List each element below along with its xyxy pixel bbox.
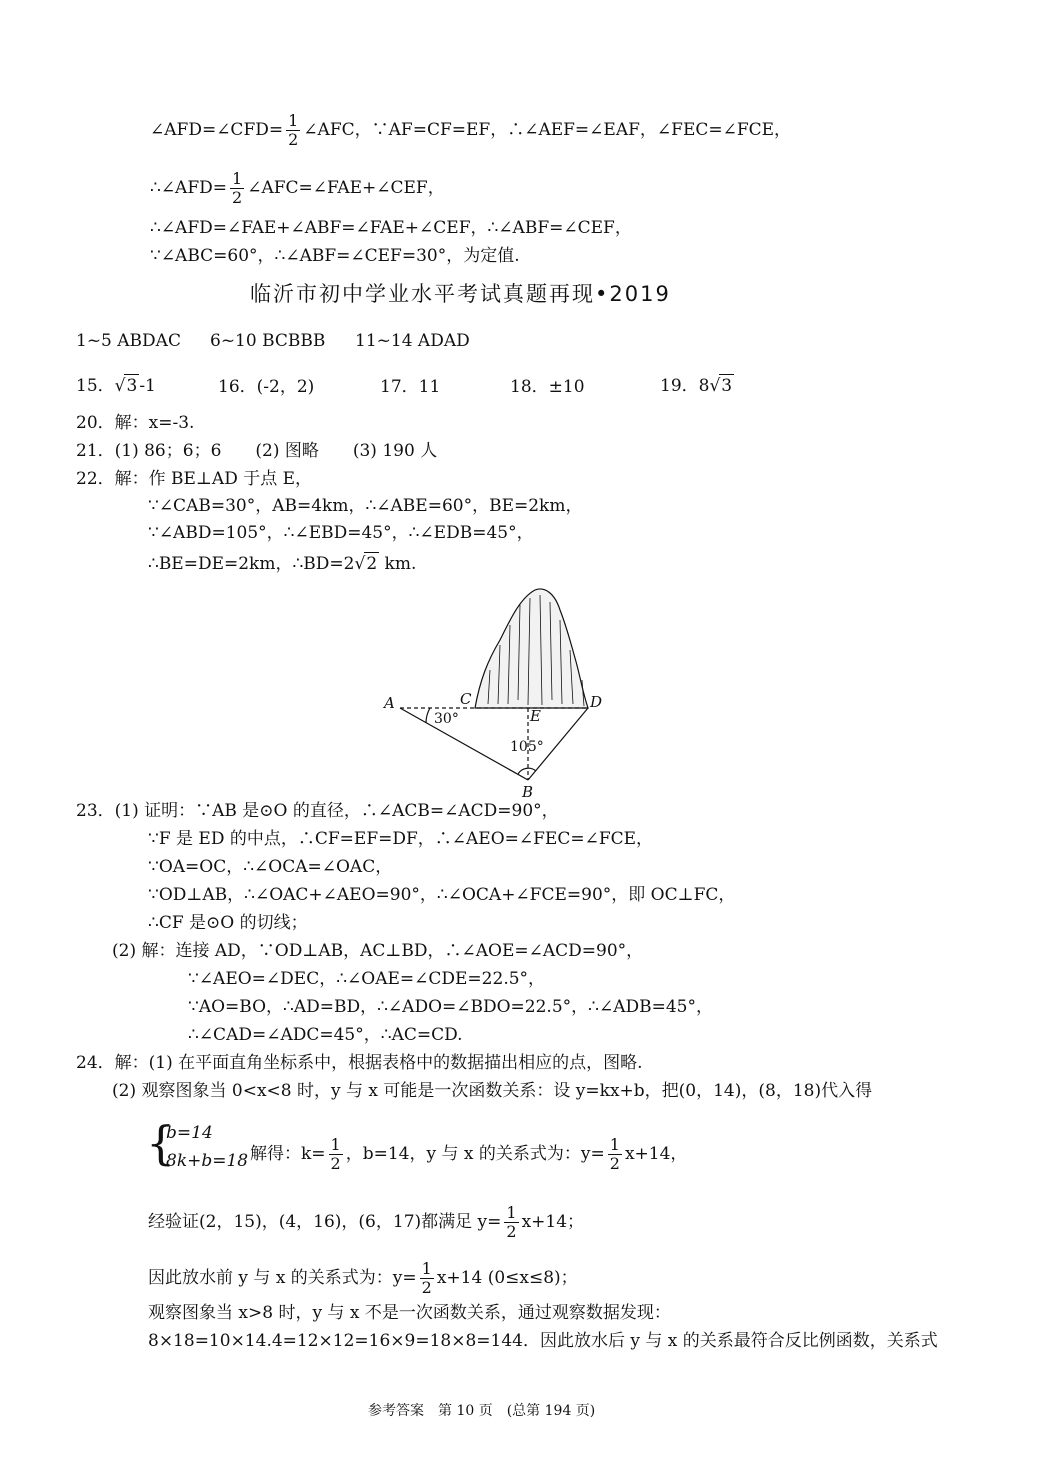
line-AB — [400, 708, 528, 780]
q24-line-2: (2) 观察图象当 0<x<8 时，y 与 x 可能是一次函数关系：设 y=kx+b，把(0，14)，(8，18)代入得 — [112, 1081, 873, 1101]
label-C: C — [460, 690, 472, 708]
radicand: 3 — [126, 376, 138, 396]
text: 经验证(2，15)，(4，16)，(6，17)都满足 y= — [148, 1212, 502, 1232]
text: 15． — [76, 376, 115, 396]
text: km. — [379, 554, 417, 574]
frac-num: 1 — [330, 1135, 341, 1154]
frac-den: 2 — [609, 1154, 620, 1173]
q23-line-1: 23．(1) 证明：∵AB 是⊙O 的直径，∴∠ACB=∠ACD=90°， — [76, 801, 559, 821]
frac-den: 2 — [330, 1154, 341, 1173]
label-A: A — [384, 694, 395, 712]
frac-num: 1 — [288, 111, 299, 130]
answer-20: 20．解：x=-3. — [76, 413, 195, 433]
frac-num: 1 — [609, 1135, 620, 1154]
answer-17: 17．11 — [380, 377, 441, 397]
q23-line-2: ∵F 是 ED 的中点，∴CF=EF=DF，∴∠AEO=∠FEC=∠FCE， — [148, 829, 654, 849]
fraction-half — [329, 1136, 343, 1173]
text: -1 — [139, 376, 156, 396]
q23-line-3: ∵OA=OC，∴∠OCA=∠OAC， — [148, 857, 393, 877]
angle-arc-30 — [426, 708, 430, 723]
q24-line-1: 24．解：(1) 在平面直角坐标系中，根据表格中的数据描出相应的点，图略. — [76, 1053, 643, 1073]
frac-den: 2 — [421, 1278, 432, 1297]
text: ∴BE=DE=2km，∴BD=2 — [148, 554, 355, 574]
fraction-half — [608, 1136, 622, 1173]
equation-system-brace: { — [146, 1116, 176, 1170]
answer-1-5: 1~5 ABDAC — [76, 331, 181, 351]
q24-observe-line: 观察图象当 x>8 时，y 与 x 不是一次函数关系，通过观察数据发现： — [148, 1303, 671, 1323]
text: x+14， — [624, 1144, 688, 1164]
q22-line-2: ∵∠CAB=30°，AB=4km，∴∠ABE=60°，BE=2km， — [148, 496, 583, 516]
angle-30-label: 30° — [434, 711, 459, 727]
fraction-half — [286, 112, 300, 149]
answer-21: 21．(1) 86；6；6 (2) 图略 (3) 190 人 — [76, 441, 438, 461]
frac-den: 2 — [232, 188, 243, 207]
answer-18: 18．±10 — [510, 377, 585, 397]
text: x+14； — [521, 1212, 585, 1232]
frac-num: 1 — [506, 1203, 517, 1222]
radicand: 2 — [366, 554, 378, 574]
q23-line-8: ∵AO=BO，∴AD=BD，∴∠ADO=∠BDO=22.5°，∴∠ADB=45°， — [188, 997, 713, 1017]
text: ∠AFD=∠CFD= — [150, 120, 284, 140]
proof-line-1 — [150, 112, 791, 149]
text: ，b=14，y 与 x 的关系式为：y= — [345, 1144, 605, 1164]
label-D: D — [590, 693, 603, 711]
text: x+14 (0≤x≤8)； — [436, 1268, 578, 1288]
answer-11-14: 11~14 ADAD — [355, 331, 470, 351]
frac-num: 1 — [232, 169, 243, 188]
section-title: 临沂市初中学业水平考试真题再现•2019 — [250, 282, 671, 306]
fraction-half — [504, 1204, 518, 1241]
page-footer: 参考答案 第 10 页 (总第 194 页) — [368, 1403, 596, 1419]
q24-before-line — [148, 1260, 578, 1297]
text: ∴∠AFD= — [150, 178, 228, 198]
q22-line-4: ∴BE=DE=2km，∴BD=2√2 km. — [148, 554, 417, 574]
frac-den: 2 — [288, 130, 299, 149]
label-B: B — [522, 783, 534, 801]
radicand: 3 — [721, 376, 733, 396]
angle-105-label: 105° — [510, 739, 544, 755]
equation-text: 8k+b=18 — [166, 1151, 249, 1171]
proof-line-2 — [150, 170, 445, 207]
text: 19．8 — [660, 376, 710, 396]
text: 因此放水前 y 与 x 的关系式为：y= — [148, 1268, 417, 1288]
equation-text: b=14 — [166, 1123, 213, 1143]
proof-line-4: ∵∠ABC=60°，∴∠ABF=∠CEF=30°，为定值. — [150, 246, 520, 266]
q22-line-1: 22．解：作 BE⊥AD 于点 E， — [76, 469, 313, 489]
fraction-half — [230, 170, 244, 207]
q23-line-4: ∵OD⊥AB，∴∠OAC+∠AEO=90°，∴∠OCA+∠FCE=90°，即 OC⊥FC， — [148, 885, 736, 905]
q23-line-5: ∴CF 是⊙O 的切线； — [148, 913, 308, 933]
text: 解得：k= — [250, 1144, 326, 1164]
answer-6-10: 6~10 BCBBB — [210, 331, 326, 351]
label-E: E — [530, 707, 541, 725]
q24-solve-line — [250, 1136, 687, 1173]
q23-line-7: ∵∠AEO=∠DEC，∴∠OAE=∠CDE=22.5°， — [188, 969, 546, 989]
proof-line-3: ∴∠AFD=∠FAE+∠ABF=∠FAE+∠CEF，∴∠ABF=∠CEF， — [150, 218, 632, 238]
answer-19: 19．8√3 — [660, 376, 733, 396]
equation-2 — [166, 1150, 248, 1172]
answer-15: 15．√3 -1 — [76, 376, 156, 396]
q24-verify-line — [148, 1204, 584, 1241]
q22-line-3: ∵∠ABD=105°，∴∠EBD=45°，∴∠EDB=45°， — [148, 523, 534, 543]
equation-1 — [166, 1122, 213, 1144]
mountain-figure — [370, 580, 630, 801]
answer-16: 16．(-2，2) — [218, 377, 315, 397]
text: ∠AFC，∵AF=CF=EF，∴∠AEF=∠EAF，∠FEC=∠FCE， — [303, 120, 792, 140]
q23-line-9: ∴∠CAD=∠ADC=45°，∴AC=CD. — [188, 1025, 463, 1045]
mountain-outline — [475, 589, 588, 708]
q24-product-line: 8×18=10×14.4=12×12=16×9=18×8=144．因此放水后 y 与 x 的关系最符合反比例函数，关系式 — [148, 1331, 938, 1351]
frac-num: 1 — [421, 1259, 432, 1278]
frac-den: 2 — [506, 1222, 517, 1241]
fraction-half — [420, 1260, 434, 1297]
text: ∠AFC=∠FAE+∠CEF， — [247, 178, 445, 198]
q23-line-6: (2) 解：连接 AD，∵OD⊥AB，AC⊥BD，∴∠AOE=∠ACD=90°， — [112, 941, 644, 961]
